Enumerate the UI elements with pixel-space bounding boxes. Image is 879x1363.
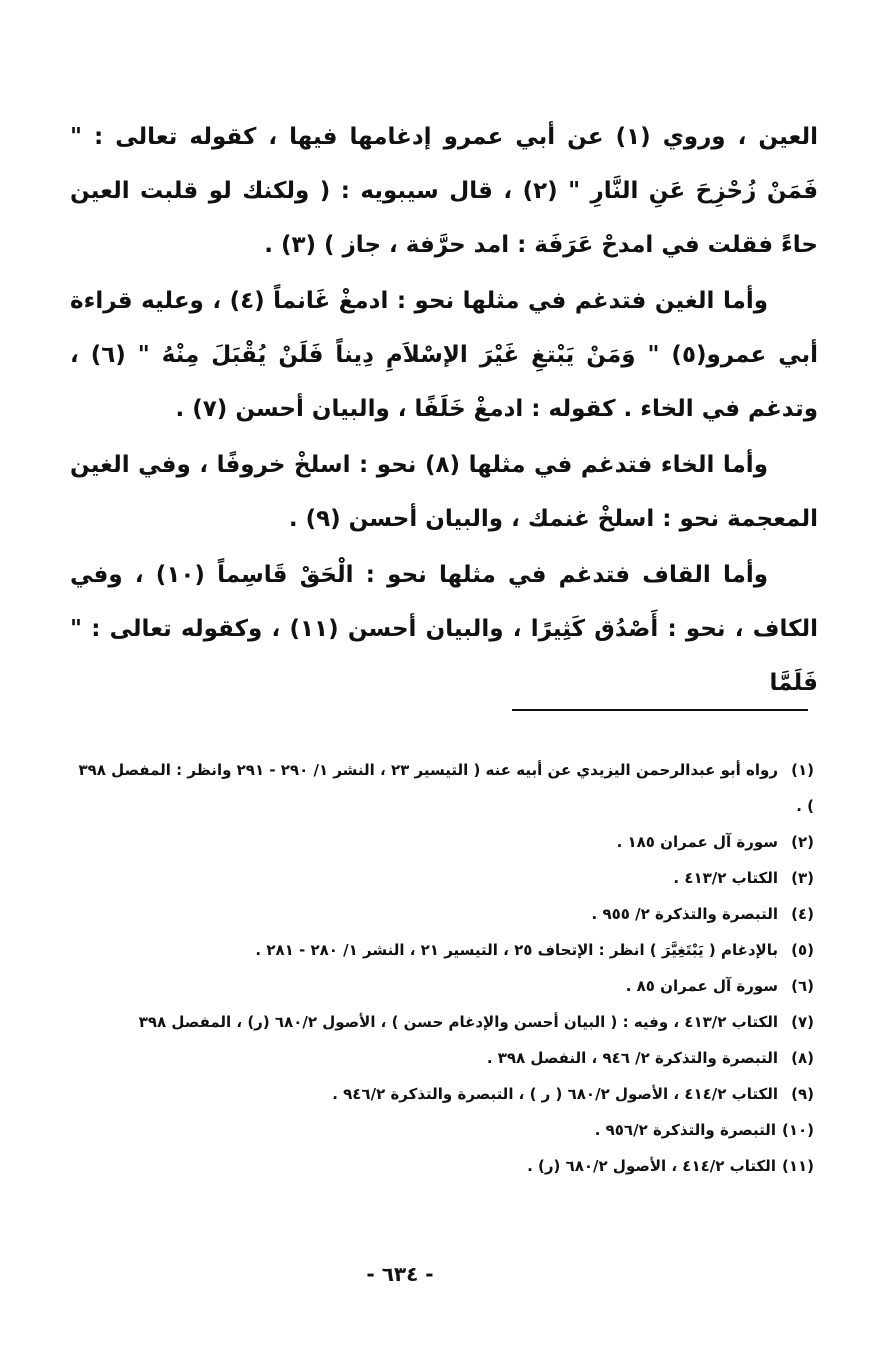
footnote-6 — [70, 968, 814, 1004]
footnote-number: (١٠) — [781, 1121, 814, 1139]
footnote-2 — [70, 824, 814, 860]
footnote-number: (١١) — [781, 1157, 814, 1175]
footnote-text: الكتاب ٤١٤/٢ ، الأصول ٦٨٠/٢ ( ر ) ، التبصرة والتذكرة ٩٤٦/٢ . — [332, 1085, 778, 1103]
footnote-text: سورة آل عمران ٨٥ . — [625, 977, 778, 995]
footnote-4 — [70, 896, 814, 932]
footnote-number: (٩) — [791, 1085, 814, 1103]
footnote-text: بالإدغام ( يَبْتَغِيَّرَ ) انظر : الإتحاف ٢٥ ، التيسير ٢١ ، النشر ١/ ٢٨٠ - ٢٨١ . — [255, 941, 778, 959]
footnote-text: سورة آل عمران ١٨٥ . — [616, 833, 778, 851]
footnote-number: (١) — [791, 761, 814, 779]
page-number: - ٦٣٤ - — [366, 1262, 434, 1286]
footnote-number: (٨) — [791, 1049, 814, 1067]
footnote-text: الكتاب ٤١٤/٢ ، الأصول ٦٨٠/٢ (ر) . — [527, 1157, 776, 1175]
footnote-text: التبصرة والتذكرة ٢/ ٩٤٦ ، النفصل ٣٩٨ . — [486, 1049, 778, 1067]
footnote-11 — [70, 1148, 814, 1184]
footnote-1 — [70, 752, 814, 824]
footnote-3 — [70, 860, 814, 896]
footnote-separator — [512, 709, 808, 711]
footnote-7 — [70, 1004, 814, 1040]
main-text — [70, 110, 818, 710]
paragraph-3: وأما الخاء فتدغم في مثلها (٨) نحو : اسلخْ خروفًا ، وفي الغين المعجمة نحو : اسلخْ غنمك ، والبيان أحسن (٩) . — [70, 452, 818, 532]
footnote-text: رواه أبو عبدالرحمن اليزيدي عن أبيه عنه ( التيسير ٢٣ ، النشر ١/ ٢٩٠ - ٢٩١ وانظر : المفصل ٣٩٨ ) . — [78, 761, 814, 815]
footnote-9 — [70, 1076, 814, 1112]
footnote-text: الكتاب ٤١٣/٢ . — [673, 869, 778, 887]
footnote-number: (٢) — [791, 833, 814, 851]
footnote-text: التبصرة والتذكرة ٢/ ٩٥٥ . — [591, 905, 778, 923]
paragraph-4: وأما القاف فتدغم في مثلها نحو : الْحَقْ قَاسِماً (١٠) ، وفي الكاف ، نحو : أَصْدُق كَثِيرًا ، والبيان أحسن (١١) ، وكقوله تعالى : " فَلَمَّا — [70, 562, 819, 696]
footnote-number: (٥) — [791, 941, 814, 959]
footnote-number: (٦) — [791, 977, 814, 995]
paragraph-1: العين ، وروي (١) عن أبي عمرو إدغامها فيها ، كقوله تعالى : " فَمَنْ زُحْزِحَ عَنِ النَّارِ " (٢) ، قال سيبويه : ( ولكنك لو قلبت العين حاءً فقلت في امدحْ عَرَفَة : امد حرَّفة ، جاز ) (٣) . — [70, 124, 818, 258]
footnote-10 — [70, 1112, 814, 1148]
paragraph-2: وأما الغين فتدغم في مثلها نحو : ادمغْ غَانماً (٤) ، وعليه قراءة أبي عمرو(٥) " وَمَنْ يَبْتغِ غَيْرَ الإسْلاَمِ دِيناً فَلَنْ يُقْبَلَ مِنْهُ " (٦) ، وتدغم في الخاء . كقوله : ادمغْ خَلَفًا ، والبيان أحسن (٧) . — [70, 288, 818, 422]
footnote-number: (٣) — [791, 869, 814, 887]
footnote-number: (٤) — [791, 905, 814, 923]
footnote-text: الكتاب ٤١٣/٢ ، وفيه : ( البيان أحسن والإدغام حسن ) ، الأصول ٦٨٠/٢ (ر) ، المفصل ٣٩٨ — [138, 1013, 778, 1031]
footnotes — [70, 752, 814, 1184]
footnote-text: التبصرة والتذكرة ٩٥٦/٢ . — [594, 1121, 776, 1139]
footnote-5 — [70, 932, 814, 968]
footnote-number: (٧) — [791, 1013, 814, 1031]
footnote-8 — [70, 1040, 814, 1076]
